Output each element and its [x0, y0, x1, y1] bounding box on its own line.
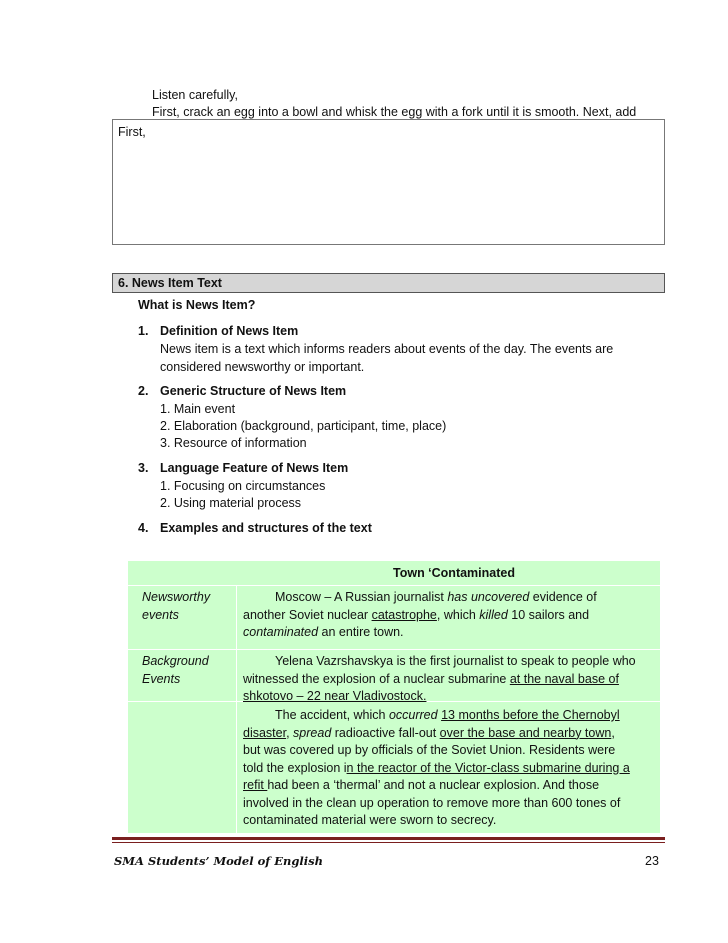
- item-4-number: 4.: [138, 521, 149, 535]
- item-1-line-1: News item is a text which informs readers about events of the day. The events are: [160, 342, 614, 356]
- row-2-line-1: Yelena Vazrshavskya is the first journalist to speak to people who: [275, 654, 636, 668]
- section-title: 6. News Item Text: [118, 276, 222, 290]
- row-label-background-line-2: Events: [142, 671, 181, 686]
- row-2-line-2: witnessed the explosion of a nuclear submarine at the naval base of: [243, 671, 619, 686]
- item-3-number: 3.: [138, 461, 149, 475]
- news-item-structure-table: [128, 561, 660, 833]
- row-label-newsworthy-line-2: events: [142, 607, 179, 622]
- table-divider: [128, 585, 660, 586]
- item-1-heading: Definition of News Item: [160, 324, 299, 338]
- row-label-newsworthy-line-1: Newsworthy: [142, 590, 211, 604]
- what-is-heading: What is News Item?: [138, 298, 256, 312]
- item-2-line-1: 1. Main event: [160, 402, 236, 416]
- footer-rule-thin: [112, 842, 665, 843]
- row-1-line-3: contaminated an entire town.: [243, 625, 404, 639]
- row-3-line-6: involved in the clean up operation to remove more than 600 tones of: [243, 795, 621, 810]
- item-2-line-3: 3. Resource of information: [160, 436, 307, 450]
- item-3-line-2: 2. Using material process: [160, 496, 302, 510]
- row-3-line-3: but was covered up by officials of the Soviet Union. Residents were: [243, 743, 616, 757]
- row-3-line-1: The accident, which occurred 13 months before the Chernobyl: [275, 708, 620, 722]
- item-3-line-1: 1. Focusing on circumstances: [160, 479, 326, 493]
- item-2-heading: Generic Structure of News Item: [160, 384, 347, 398]
- table-title: Town ‘Contaminated: [393, 566, 515, 580]
- row-label-background-line-1: Background: [142, 654, 209, 668]
- row-3-line-2: disaster, spread radioactive fall-out over the base and nearby town,: [243, 725, 615, 740]
- page-number: 23: [645, 854, 659, 868]
- table-divider: [128, 649, 660, 650]
- row-3-line-7: contaminated material were sworn to secrecy.: [243, 813, 497, 827]
- intro-line-1: Listen carefully,: [152, 88, 238, 102]
- row-2-line-3: shkotovo – 22 near Vladivostock.: [243, 689, 427, 703]
- intro-line-2: First, crack an egg into a bowl and whisk the egg with a fork until it is smooth. Next, add: [152, 105, 637, 119]
- row-3-line-5: refit had been a ‘thermal’ and not a nuclear explosion. And those: [243, 778, 600, 792]
- section-heading-bar: [112, 273, 665, 293]
- item-4-heading: Examples and structures of the text: [160, 521, 372, 535]
- item-1-number: 1.: [138, 324, 149, 338]
- row-1-line-1: Moscow – A Russian journalist has uncovered evidence of: [275, 590, 597, 604]
- item-2-number: 2.: [138, 384, 149, 398]
- row-1-line-2: another Soviet nuclear catastrophe, which killed 10 sailors and: [243, 607, 590, 622]
- row-3-line-4: told the explosion in the reactor of the Victor-class submarine during a: [243, 760, 630, 775]
- item-2-line-2: 2. Elaboration (background, participant, time, place): [160, 419, 447, 433]
- answer-box-text: First,: [118, 125, 146, 139]
- answer-box[interactable]: [112, 119, 665, 245]
- item-3-heading: Language Feature of News Item: [160, 461, 349, 475]
- footer-title: SMA Students’ Model of English: [114, 854, 323, 868]
- table-divider: [236, 585, 237, 833]
- item-1-line-2: considered newsworthy or important.: [160, 360, 365, 374]
- footer-rule-thick: [112, 837, 665, 840]
